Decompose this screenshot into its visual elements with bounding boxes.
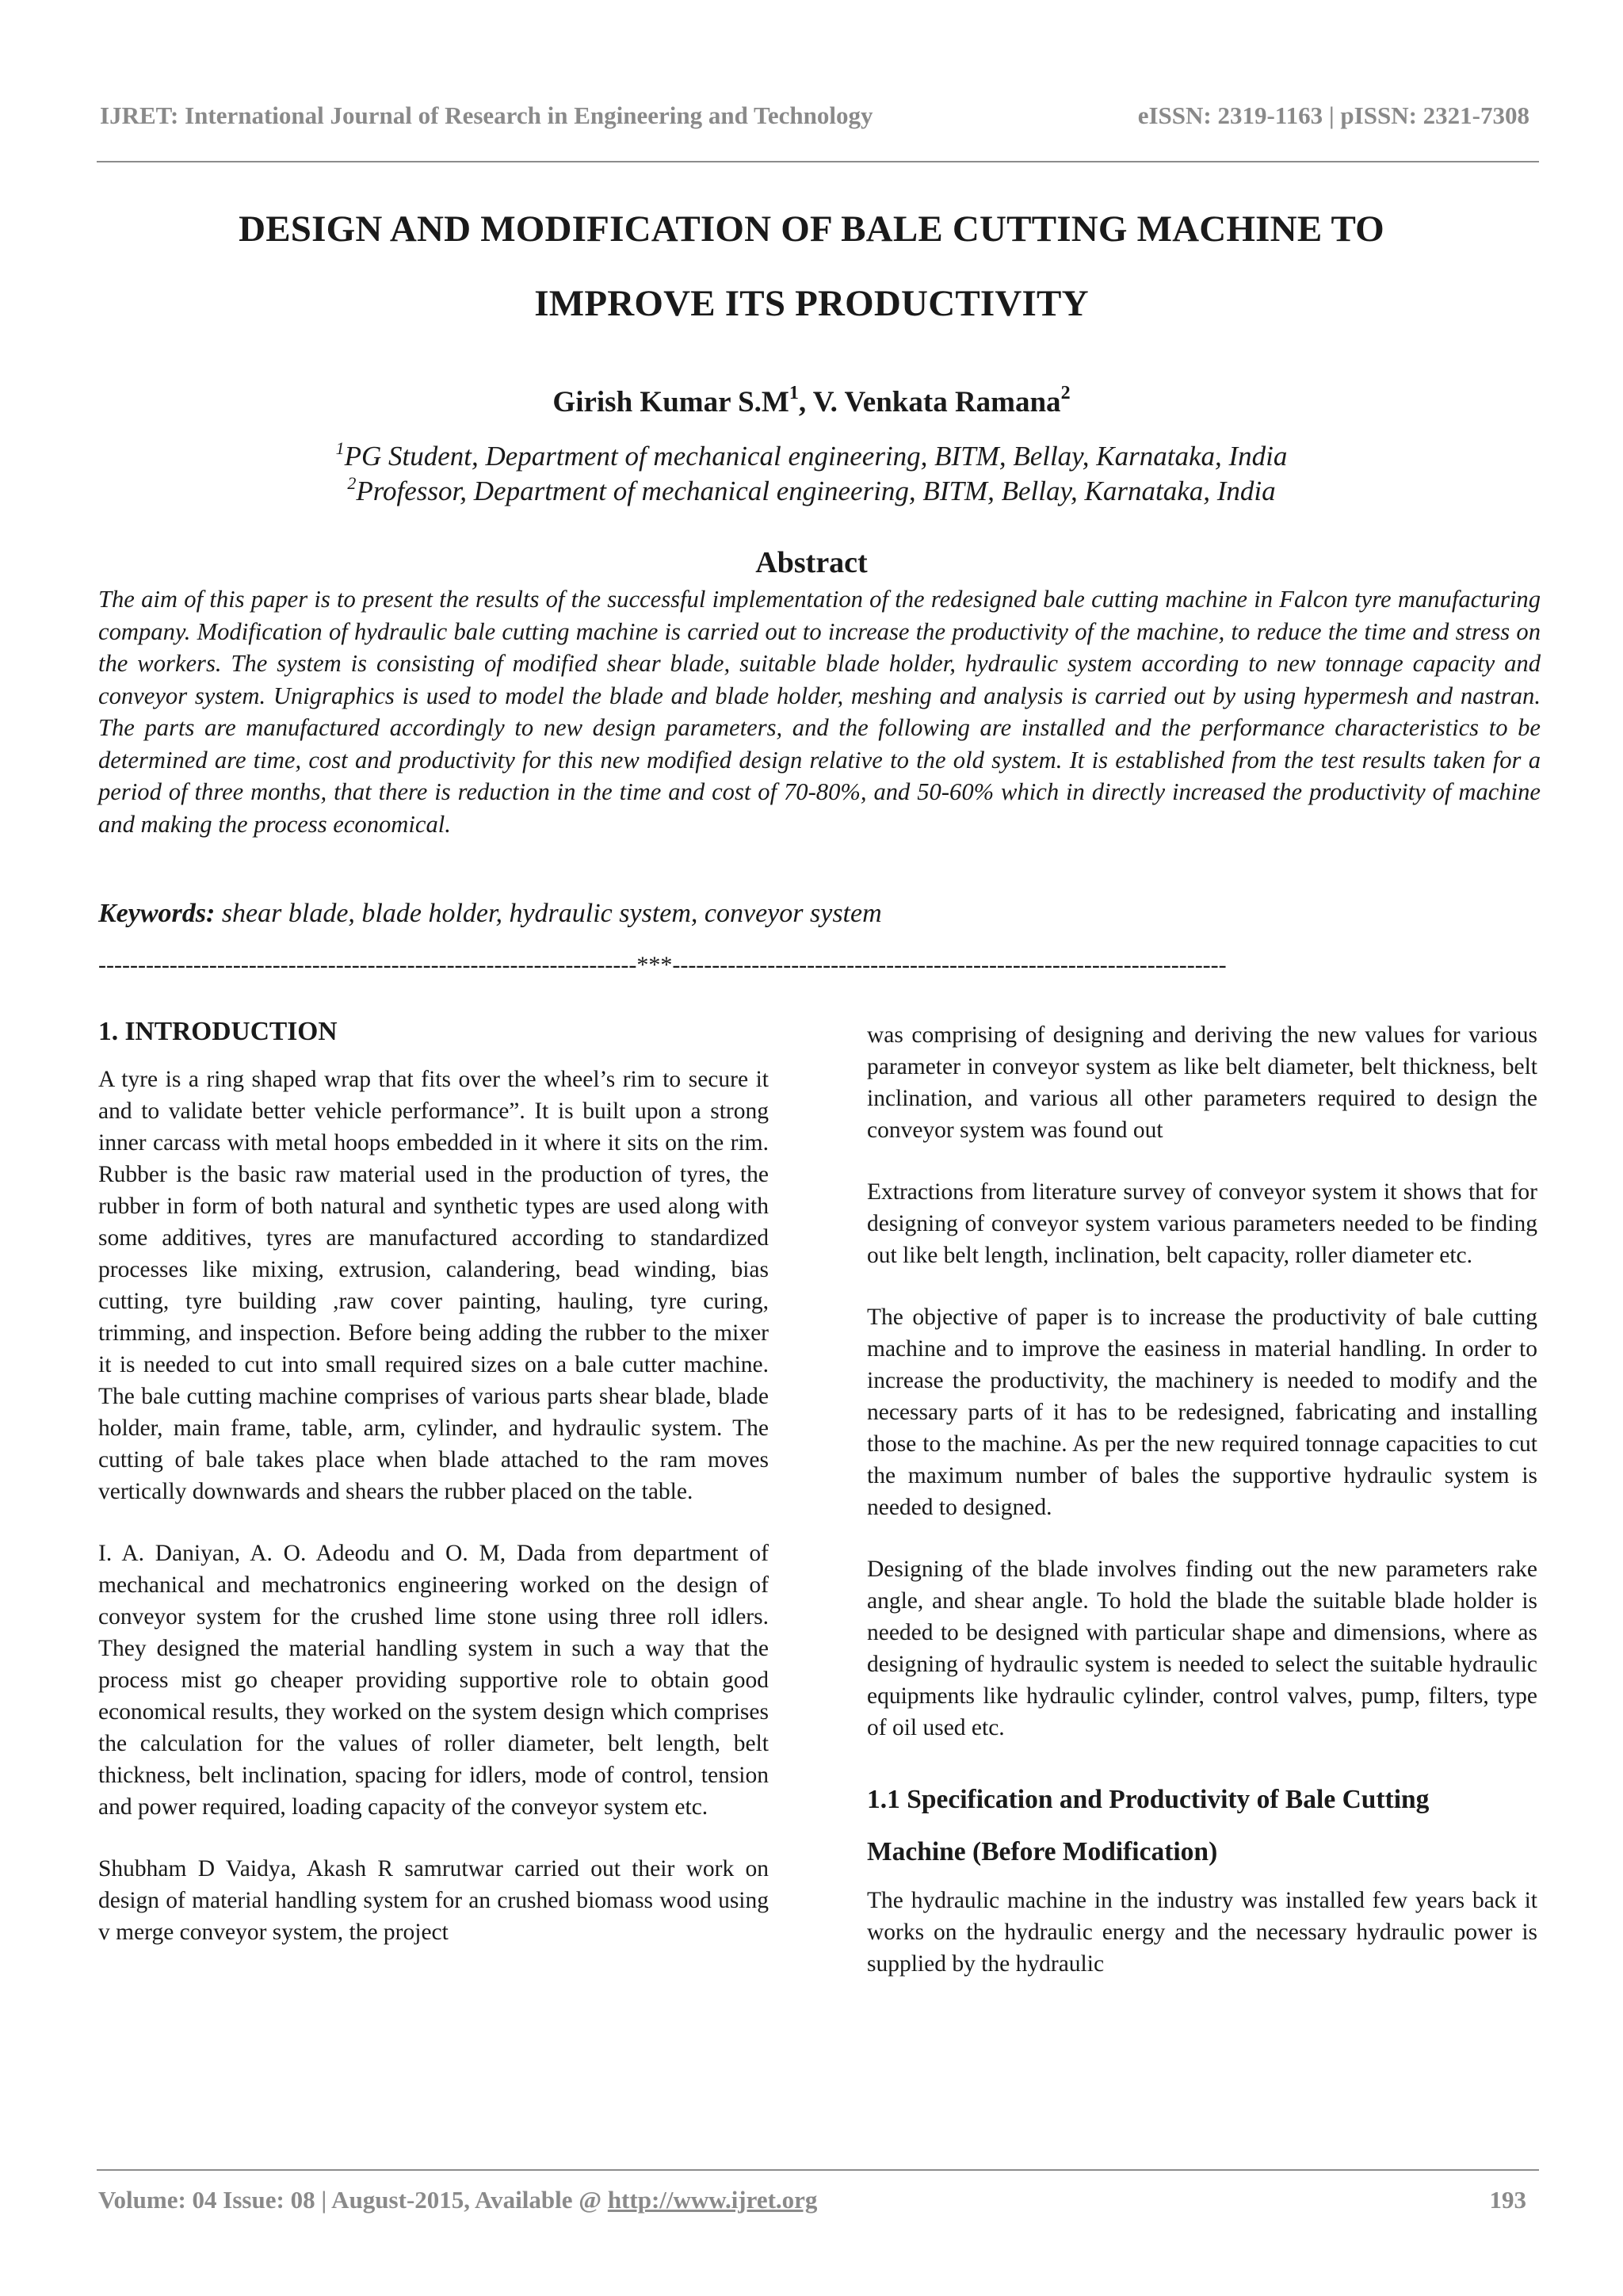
- author-2: V. Venkata Ramana: [812, 386, 1061, 418]
- page-number: 193: [1489, 2186, 1526, 2214]
- authors: [0, 385, 1623, 419]
- affiliation-1: [0, 438, 1623, 472]
- affiliation-2-text: Professor, Department of mechanical engineering, BITM, Bellay, Karnataka, India: [356, 476, 1276, 506]
- journal-name: IJRET: International Journal of Research in Engineering and Technology: [100, 101, 873, 129]
- affiliation-2: [0, 473, 1623, 507]
- right-paragraph-1: was comprising of designing and deriving the new values for various parameter in conveyor system as like belt diameter, belt thickness, belt inclination, and various all other parameters required to design the conveyor system was found out: [867, 1022, 1537, 1143]
- intro-paragraph-3: Shubham D Vaidya, Akash R samrutwar carried out their work on design of material handling system for an crushed biomass wood using v merge conveyor system, the project: [98, 1856, 769, 1945]
- author-separator: ,: [798, 386, 813, 418]
- paper-title-line-2: IMPROVE ITS PRODUCTIVITY: [534, 283, 1089, 324]
- abstract-text: The aim of this paper is to present the results of the successful implementation of the redesigned bale cutting machine in Falcon tyre manufacturing company. Modification of hydraulic bale cutting machine is carried out to increase the productivity of the machine, to reduce the time and stress on the workers. The system is consisting of modified shear blade, suitable blade holder, hydraulic system according to new tonnage capacity and conveyor system. Unigraphics is used to model the blade and blade holder, meshing and analysis is carried out by using hypermesh and nastran. The parts are manufactured accordingly to new design parameters, and the following are installed and the performance characteristics to be determined are time, cost and productivity for this new modified design relative to the old system. It is established from the test results taken for a period of three months, that there is reduction in the time and cost of 70-80%, and 50-60% which in directly increased the productivity of machine and making the process economical.: [98, 586, 1541, 838]
- subsection-heading: [867, 1774, 1537, 1878]
- footer-volume: [98, 2186, 817, 2214]
- header-rule: [97, 161, 1539, 162]
- keywords-text: shear blade, blade holder, hydraulic system, conveyor system: [215, 899, 882, 928]
- abstract-heading: Abstract: [755, 546, 868, 579]
- intro-paragraph-1: A tyre is a ring shaped wrap that fits over the wheel’s rim to secure it and to validate better vehicle performance”. It is built upon a strong inner carcass with metal hoops embedded in it where it sits on the rim. Rubber is the basic raw material used in the production of tyres, the rubber in form of both natural and synthetic types are used along with some additives, tyres are manufactured according to standardized processes like mixing, extrusion, calandering, bead winding, bias cutting, tyre building ,raw cover painting, hauling, tyre curing, trimming, and inspection. Before being adding the rubber to the mixer it is needed to cut into small required sizes on a bale cutter machine. The bale cutting machine comprises of various parts shear blade, blade holder, main frame, table, arm, cylinder, and hydraulic system. The cutting of bale takes place when blade attached to the ram moves vertically downwards and shears the rubber placed on the table.: [98, 1067, 769, 1504]
- keywords-label: Keywords:: [98, 899, 216, 928]
- affiliation-2-mark: 2: [347, 473, 357, 493]
- right-paragraph-3: The objective of paper is to increase the productivity of bale cutting machine and to improve the easiness in material handling. In order to increase the productivity, the machinery is needed to modify and the necessary parts of it has to be redesigned, fabricating and installing those to the machine. As per the new required tonnage capacities to cut the maximum number of bales the supportive hydraulic system is needed to designed.: [867, 1305, 1537, 1520]
- affiliation-1-mark: 1: [335, 438, 345, 458]
- issn-info: eISSN: 2319-1163 | pISSN: 2321-7308: [1137, 101, 1529, 129]
- author-1: Girish Kumar S.M: [552, 386, 789, 418]
- intro-heading: 1. INTRODUCTION: [98, 1017, 338, 1046]
- subsection-heading-line-1: 1.1 Specification and Productivity of Bale Cutting: [867, 1785, 1430, 1814]
- intro-paragraph-2: I. A. Daniyan, A. O. Adeodu and O. M, Dada from department of mechanical and mechatronics engineering worked on the design of conveyor system for the crushed lime stone using three roll idlers. They designed the material handling system in such a way that the process mist go cheaper providing supportive role to obtain good economical results, they worked on the system design which comprises the calculation for the values of roller diameter, belt length, belt thickness, belt inclination, spacing for idlers, mode of control, tension and power required, loading capacity of the conveyor system etc.: [98, 1541, 769, 1820]
- footer-rule: [97, 2169, 1539, 2171]
- right-paragraph-4: Designing of the blade involves finding out the new parameters rake angle, and shear angle. To hold the blade the suitable blade holder is needed to be designed with particular shape and dimensions, where as designing of hydraulic system is needed to select the suitable hydraulic equipments like hydraulic cylinder, control valves, pump, filters, type of oil used etc.: [867, 1557, 1537, 1740]
- right-paragraph-2: Extractions from literature survey of conveyor system it shows that for designing of conveyor system various parameters needed to be finding out like belt length, inclination, belt capacity, roller diameter etc.: [867, 1179, 1537, 1268]
- section-separator: --------------------------------------------------------------------***----------------------------------------------------------------------: [98, 952, 1227, 978]
- left-column: [98, 1014, 769, 1978]
- author-1-affil-mark: 1: [789, 383, 799, 403]
- footer-link[interactable]: http://www.ijret.org: [607, 2186, 818, 2214]
- right-column: [867, 1019, 1537, 2010]
- affiliation-1-text: PG Student, Department of mechanical engineering, BITM, Bellay, Karnataka, India: [344, 441, 1288, 472]
- author-2-affil-mark: 2: [1060, 383, 1071, 403]
- keywords: [98, 899, 882, 929]
- paper-title-line-1: DESIGN AND MODIFICATION OF BALE CUTTING MACHINE TO: [239, 208, 1384, 250]
- subsection-paragraph: The hydraulic machine in the industry was installed few years back it works on the hydraulic energy and the necessary hydraulic power is supplied by the hydraulic: [867, 1888, 1537, 1977]
- footer-volume-text: Volume: 04 Issue: 08 | August-2015, Available @: [98, 2186, 608, 2214]
- subsection-heading-line-2: Machine (Before Modification): [867, 1837, 1218, 1866]
